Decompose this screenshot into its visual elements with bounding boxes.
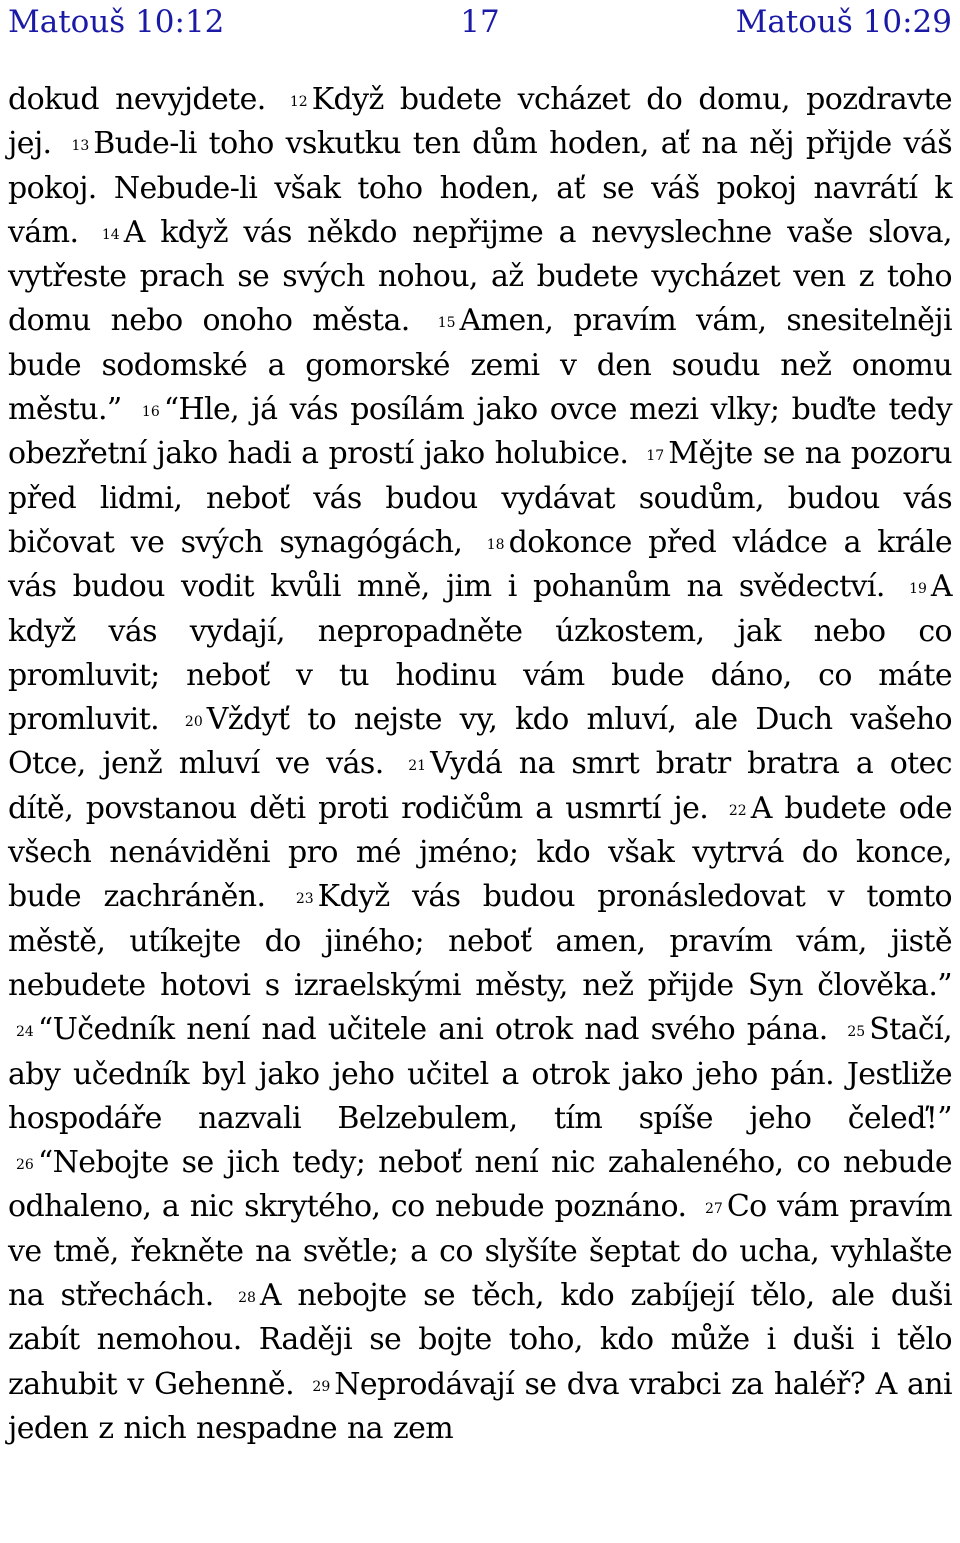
verse-number: 26 [16,1157,34,1174]
verse-number: 23 [295,891,314,908]
verse [8,1012,828,1047]
verse-number: 17 [646,448,665,465]
verse-number: 19 [909,581,927,598]
verse-text: Vždyť to nejste vy, kdo mluví, ale Duch vašeho Otce, jenž mluví ve vás. [8,702,953,782]
verse-number: 14 [101,226,120,243]
verse-text: Stačí, aby učedník byl jako jeho učitel a otrok jako jeho pán. Jestliže hospodáře nazvali Belzebulem, tím spíše jeho čeleď!” [8,1012,953,1136]
verse-text: dokud nevyjdete. [8,82,266,117]
verse [8,82,266,117]
verse-text: “Učedník není nad učitele ani otrok nad svého pána. [37,1012,828,1048]
verse-number: 27 [704,1201,723,1218]
verse-text: Co vám pravím ve tmě, řekněte na světle; a co slyšíte šeptat do ucha, vyhlašte na střechách. [8,1189,952,1314]
verse-text: Když vás budou pronásledovat v tomto městě, utíkejte do jiného; neboť amen, pravím vám, jistě nebudete hotovi s izraelskými městy, než přijde Syn člověka.” [8,879,953,1003]
verse-number: 15 [437,315,456,332]
verse-text: “Nebojte se jich tedy; neboť není nic zahaleného, co nebude odhaleno, a nic skrytého, co nebude poznáno. [8,1145,952,1225]
verse-number: 18 [486,536,505,553]
verse-number: 25 [847,1024,866,1041]
verse-text: Když budete vcházet do domu, pozdravte jej. [8,82,952,162]
page-number: 17 [460,4,500,40]
verse-text: Amen, pravím vám, snesitelněji bude sodomské a gomorské zemi v den soudu než onomu městu.” [8,303,953,428]
verse-number: 22 [728,802,747,819]
verse-number: 12 [289,94,308,110]
verse-number: 28 [238,1290,256,1307]
verse-number: 21 [408,758,427,775]
running-head-left: Matouš 10:12 [8,4,225,40]
verse-text: A když vás někdo nepřijme a nevyslechne vaše slova, vytřeste prach se svých nohou, až budete vycházet ven z toho domu nebo onoho města. [8,214,952,339]
verse-number: 16 [141,404,160,421]
verse-text: dokonce před vládce a krále vás budou vodit kvůli mně, jim i pohanům na svědectví. [8,524,953,605]
page-header [0,0,960,48]
running-head-right: Matouš 10:29 [735,4,952,40]
scripture-text [8,78,952,1451]
verse-number: 13 [71,138,90,155]
verse-text: Mějte se na pozoru před lidmi, neboť vás budou vydávat soudům, budou vás bičovat ve svých synagógách, [8,436,952,560]
verse-number: 20 [184,714,203,731]
verse-number: 29 [312,1378,331,1395]
verse-text: A budete ode všech nenáviděni pro mé jméno; kdo však vytrvá do konce, bude zachráněn. [8,790,952,915]
verse-text: A když vás vydají, nepropadněte úzkostem, jak nebo co promluvit; neboť v tu hodinu vám bude dáno, co máte promluvit. [8,569,952,738]
verse-text: Vydá na smrt bratr bratra a otec dítě, povstanou děti proti rodičům a usmrtí je. [8,746,952,826]
verse-text: Neprodávají se dva vrabci za haléř? A ani jeden z nich nespadne na zem [8,1366,953,1446]
verse-number: 24 [16,1024,34,1041]
verse-text: A nebojte se těch, kdo zabíjejí tělo, ale duši zabít nemohou. Raději se bojte toho, kdo může i duši i tělo zahubit v Gehenně. [8,1278,952,1402]
verse-text: “Hle, já vás posílám jako ovce mezi vlky; buďte tedy obezřetní jako hadi a prostí jako holubice. [8,392,953,472]
verse-text: Bude-li toho vskutku ten dům hoden, ať na něj přijde váš pokoj. Nebude-li však toho hoden, ať se váš pokoj navrátí k vám. [8,126,952,250]
